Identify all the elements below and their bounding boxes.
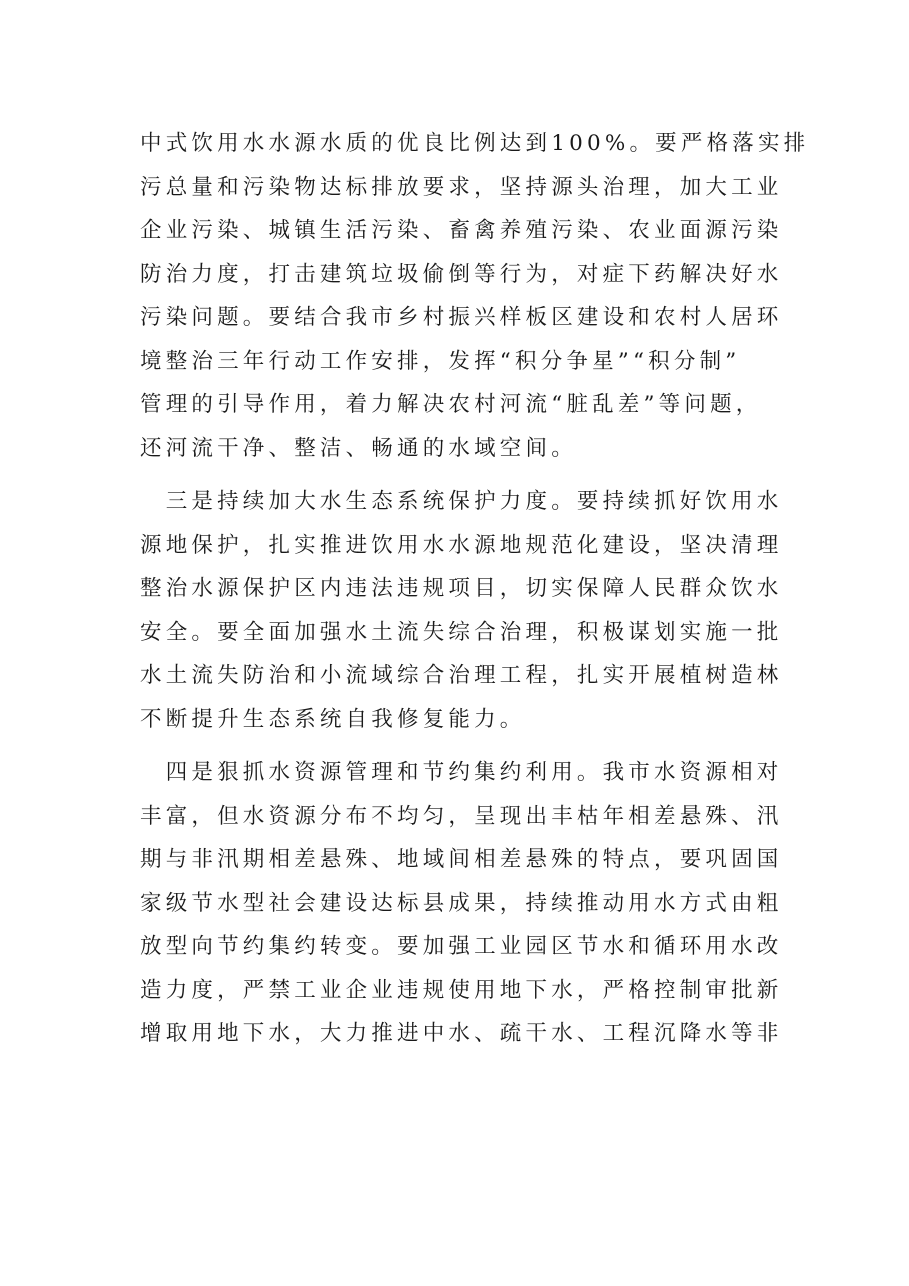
text-line: 防治力度，打击建筑垃圾偷倒等行为，对症下药解决好水: [140, 261, 783, 287]
text-line: 境整治三年行动工作安排，发挥“积分争星”“积分制”: [140, 348, 741, 374]
text-line: 不断提升生态系统自我修复能力。: [140, 706, 526, 732]
text-line: 还河流干净、整洁、畅通的水域空间。: [140, 435, 577, 461]
paragraph-water-pollution: [140, 122, 810, 470]
paragraph-spacer: [140, 470, 780, 480]
text-line: 整治水源保护区内违法违规项目，切实保障人民群众饮水: [140, 576, 783, 601]
text-line: 安全。要全面加强水土流失综合治理，积极谋划实施一批: [140, 619, 783, 645]
text-line: 增取用地下水，大力推进中水、疏干水、工程沉降水等非: [140, 1021, 783, 1046]
text-line: 管理的引导作用，着力解决农村河流“脏乱差”等问题，: [140, 392, 762, 417]
paragraph-water-resource-management: [140, 751, 783, 1056]
paragraph-spacer: [140, 741, 780, 751]
text-line: 造力度，严禁工业企业违规使用地下水，严格控制审批新: [140, 977, 783, 1003]
text-line: 污染问题。要结合我市乡村振兴样板区建设和农村人居环: [140, 305, 783, 330]
text-line: 家级节水型社会建设达标县成果，持续推动用水方式由粗: [140, 890, 783, 916]
text-line: 期与非汛期相差悬殊、地域间相差悬殊的特点，要巩固国: [140, 847, 783, 872]
text-line: 三是持续加大水生态系统保护力度。要持续抓好饮用水: [140, 489, 783, 514]
paragraph-ecosystem-protection: [140, 480, 783, 741]
text-line: 源地保护，扎实推进饮用水水源地规范化建设，坚决清理: [140, 532, 783, 558]
text-line: 四是狠抓水资源管理和节约集约利用。我市水资源相对: [140, 760, 783, 785]
text-line: 企业污染、城镇生活污染、畜禽养殖污染、农业面源污染: [140, 218, 783, 243]
text-line: 中式饮用水水源水质的优良比例达到100%。要严格落实排: [140, 131, 810, 156]
text-line: 放型向节约集约转变。要加强工业园区节水和循环用水改: [140, 934, 783, 959]
body-text: [140, 122, 810, 1056]
text-line: 污总量和污染物达标排放要求，坚持源头治理，加大工业: [140, 174, 783, 200]
text-line: 水土流失防治和小流域综合治理工程，扎实开展植树造林: [140, 663, 783, 688]
text-line: 丰富，但水资源分布不均匀，呈现出丰枯年相差悬殊、汛: [140, 803, 783, 829]
